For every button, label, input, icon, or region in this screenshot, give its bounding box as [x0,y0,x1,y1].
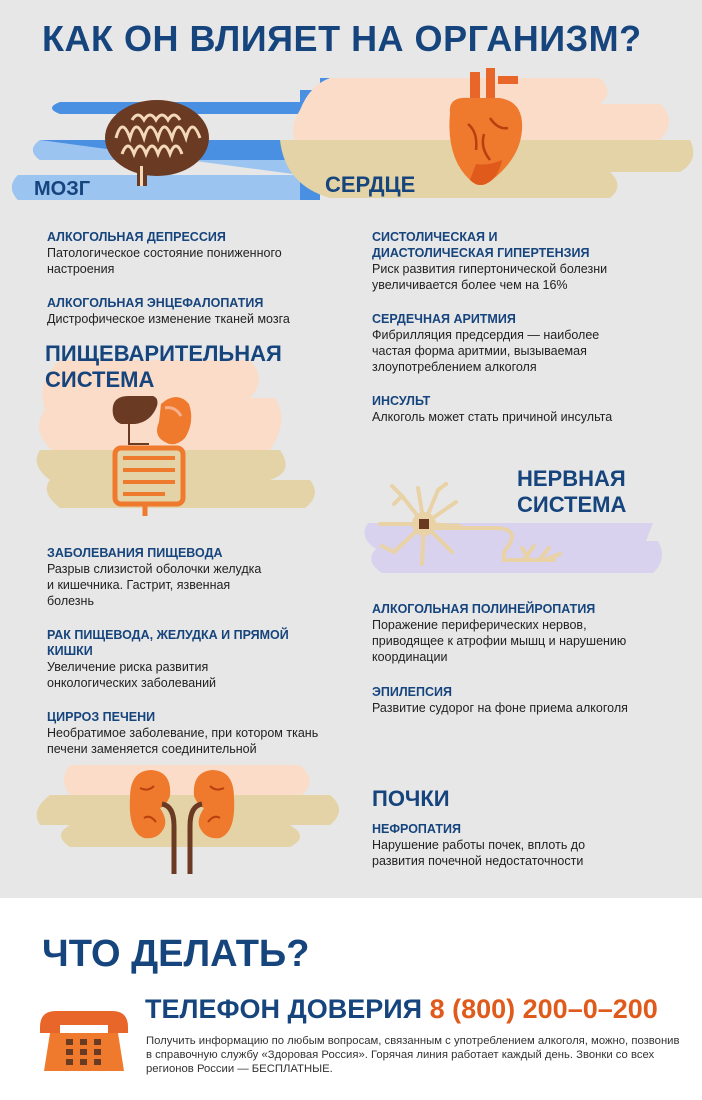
heart-item-text: Риск развития гипертонической болезни увеличивается более чем на 16% [372,262,608,292]
brain-item-heading: АЛКОГОЛЬНАЯ ЭНЦЕФАЛОПАТИЯ [47,296,264,310]
nervous-item [372,601,662,665]
brain-item-heading: АЛКОГОЛЬНАЯ ДЕПРЕССИЯ [47,230,226,244]
digestive-label [45,341,282,393]
digestive-item-heading: ЦИРРОЗ ПЕЧЕНИ [47,710,156,724]
heart-item-heading: СИСТОЛИЧЕСКАЯ И ДИАСТОЛИЧЕСКАЯ ГИПЕРТЕНЗИЯ [372,230,590,260]
heart-item-text: Фибрилляция предсердия — наиболее частая форма аритмии, вызываемая злоупотреблением алкоголя [372,328,600,374]
digestive-item-heading: РАК ПИЩЕВОДА, ЖЕЛУДКА И ПРЯМОЙ КИШКИ [47,628,289,658]
brain-item-text: Дистрофическое изменение тканей мозга [47,312,290,326]
telephone-icon [36,1005,131,1075]
hotline-label: ТЕЛЕФОН ДОВЕРИЯ [145,994,423,1024]
kidneys-item-heading: НЕФРОПАТИЯ [372,822,461,836]
digestive-item [47,545,317,609]
nervous-item [372,684,672,716]
heart-label: СЕРДЦЕ [325,172,416,197]
what-to-do-title: ЧТО ДЕЛАТЬ? [42,933,310,975]
heart-item-text: Алкоголь может стать причиной инсульта [372,410,613,424]
brain-item-text: Патологическое состояние пониженного настроения [47,246,282,276]
heart-item [372,393,662,425]
nervous-item-heading: ЭПИЛЕПСИЯ [372,685,452,699]
digestive-item [47,627,317,691]
hotline-note: Получить информацию по любым вопросам, связанным с употреблением алкоголя, можно, позвонив в справочную службу «Здоровая Россия». Горячая линия работает каждый день. Звонки со всех регионов России — БЕСПЛАТНЫЕ. [146,1035,680,1075]
digestive-item-text: Необратимое заболевание, при котором ткань печени заменяется соединительной [47,726,319,756]
nervous-label-line1: НЕРВНАЯ [517,466,626,491]
nervous-item-heading: АЛКОГОЛЬНАЯ ПОЛИНЕЙРОПАТИЯ [372,602,596,616]
brain-item [47,295,337,327]
digestive-item-heading: ЗАБОЛЕВАНИЯ ПИЩЕВОДА [47,546,223,560]
nervous-item-text: Развитие судорог на фоне приема алкоголя [372,701,628,715]
digestive-label-line1: ПИЩЕВАРИТЕЛЬНАЯ [45,341,282,366]
heart-item-heading: ИНСУЛЬТ [372,394,431,408]
digestive-item [47,709,327,757]
brain-label: МОЗГ [34,178,91,200]
kidneys-item-text: Нарушение работы почек, вплоть до развития почечной недостаточности [372,838,586,868]
brain-item [47,229,327,277]
digestive-organs-icon [105,388,205,518]
kidneys-icon [122,766,242,876]
brain-icon [102,98,212,188]
kidneys-item [372,821,652,869]
hotline-number[interactable]: 8 (800) 200–0–200 [429,994,658,1024]
kidneys-label: ПОЧКИ [372,786,450,811]
hotline [145,994,658,1025]
heart-icon [440,68,530,193]
page-title: КАК ОН ВЛИЯЕТ НА ОРГАНИЗМ? [42,18,642,59]
nervous-label-line2: СИСТЕМА [517,492,627,517]
heart-item-heading: СЕРДЕЧНАЯ АРИТМИЯ [372,312,516,326]
digestive-label-line2: СИСТЕМА [45,367,155,392]
digestive-item-text: Разрыв слизистой оболочки желудка и кишечника. Гастрит, язвенная болезнь [47,562,262,608]
digestive-item-text: Увеличение риска развития онкологических заболеваний [47,660,217,690]
heart-item [372,229,652,293]
neuron-icon [374,480,594,580]
heart-item [372,311,652,375]
nervous-item-text: Поражение периферических нервов, приводящее к атрофии мышц и нарушению координации [372,618,627,664]
